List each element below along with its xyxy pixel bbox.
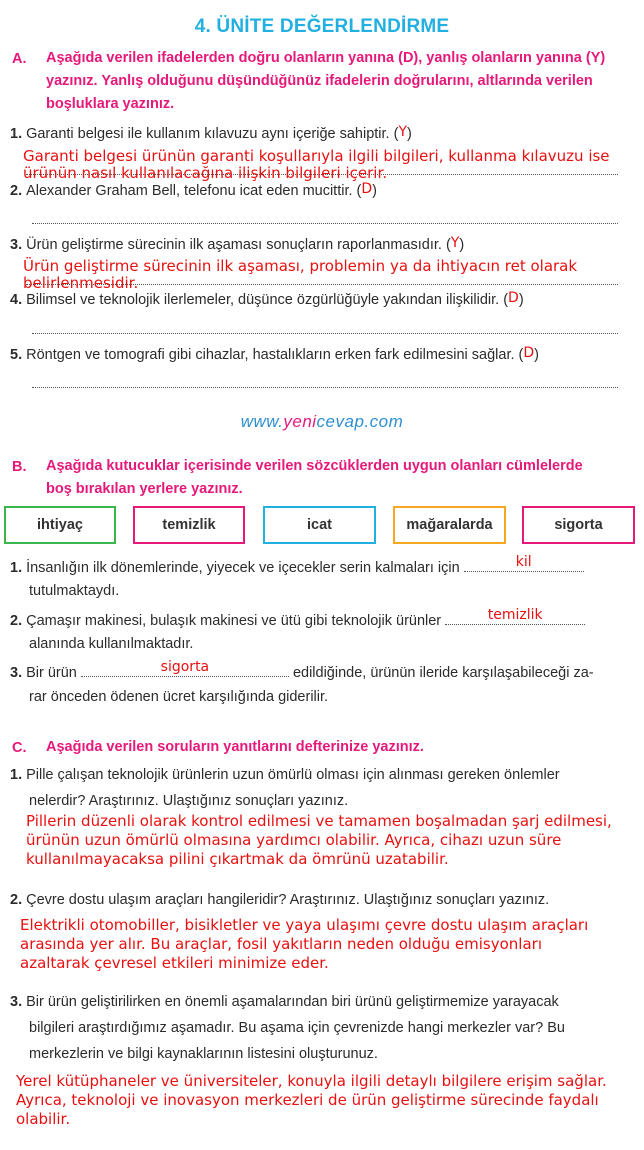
- correction-a3-line2: belirlenmesidir.: [23, 274, 139, 292]
- correction-a1-line1: Garanti belgesi ürünün garanti koşullarıyla ilgili bilgileri, kullanma kılavuzu ise: [23, 147, 610, 165]
- question-b3: 3. Bir ürün sigorta edildiğinde, ürünün ileride karşılaşabileceği za-: [10, 659, 594, 681]
- answer-mark: D: [361, 181, 373, 197]
- answer-line: [32, 387, 618, 388]
- word-box-magaralarda: mağaralarda: [393, 506, 506, 544]
- question-b3-cont: rar önceden ödenen ücret karşılığında giderilir.: [29, 689, 329, 705]
- question-a2: 2. Alexander Graham Bell, telefonu icat eden mucittir. (D): [10, 181, 377, 199]
- question-a3: 3. Ürün geliştirme sürecinin ilk aşaması sonuçların raporlanmasıdır. (Y): [10, 235, 465, 253]
- question-c2: 2. Çevre dostu ulaşım araçları hangileridir? Araştırınız. Ulaştığınız sonuçları yazınız.: [10, 892, 550, 908]
- question-b1: 1. İnsanlığın ilk dönemlerinde, yiyecek ve içecekler serin kalmaları için kil: [10, 559, 584, 576]
- section-c-heading: Aşağıda verilen soruların yanıtlarını defterinize yazınız.: [46, 739, 424, 755]
- question-a5: 5. Röntgen ve tomografi gibi cihazlar, hastalıkların erken fark edilmesini sağlar. (D): [10, 345, 539, 363]
- answer-line: [32, 333, 618, 334]
- word-box-icat: icat: [263, 506, 376, 544]
- correction-a3-line1: Ürün geliştirme sürecinin ilk aşaması, problemin ya da ihtiyacın ret olarak: [23, 257, 578, 275]
- answer-c3: Yerel kütüphaneler ve üniversiteler, konuyla ilgili detaylı bilgilere erişim sağlar. Ayrıca, teknoloji ve inovasyon merkezleri de ürün geliştirme sürecinde faydalı olabilir.: [16, 1072, 607, 1128]
- answer-line: [32, 223, 618, 224]
- fill-blank: temizlik: [445, 612, 585, 625]
- question-c1: 1. Pille çalışan teknolojik ürünlerin uzun ömürlü olması için alınması gereken önlemler nelerdir? Araştırınız. Ulaştığınız sonuçları yazınız.: [10, 767, 560, 809]
- question-c3: 3. Bir ürün geliştirilirken en önemli aşamalarından biri ürünü geliştirmemize yarayacak bilgileri araştırdığımız aşamadır. Bu aşama için çevrenizde hangi merkezler var? Bu merkezlerin ve bilgi kaynaklarının listesini oluşturunuz.: [10, 994, 565, 1062]
- question-a4: 4. Bilimsel ve teknolojik ilerlemeler, düşünce özgürlüğüyle yakından ilişkilidir. (D): [10, 290, 524, 308]
- page-title: 4. ÜNİTE DEĞERLENDİRME: [194, 16, 450, 37]
- question-a1: 1. Garanti belgesi ile kullanım kılavuzu aynı içeriğe sahiptir. (Y): [10, 124, 412, 142]
- answer-mark: D: [508, 290, 519, 306]
- word-box-ihtiyac: ihtiyaç: [4, 506, 116, 544]
- word-box-temizlik: temizlik: [133, 506, 245, 544]
- answer-c1: Pillerin düzenli olarak kontrol edilmesi ve tamamen boşalmadan şarj edilmesi, ürünün uzun ömürlü olmasına yardımcı olabilir. Ayrıca, cihazı uzun süre kullanılmayacaksa pilini çıkartmak da ömrünü uzatabilir.: [26, 812, 612, 868]
- answer-mark: Y: [450, 235, 460, 251]
- fill-blank: kil: [464, 559, 584, 572]
- answer-c2: Elektrikli otomobiller, bisikletler ve yaya ulaşımı çevre dostu ulaşım araçları arasında yer alır. Bu araçlar, fosil yakıtların neden olduğu emisyonları azaltarak çevresel etkileri minimize eder.: [20, 916, 589, 972]
- section-b-instructions: Aşağıda kutucuklar içerisinde verilen sözcüklerden uygun olanları cümlelerde boş bırakılan yerlere yazınız.: [46, 458, 583, 497]
- answer-mark: Y: [398, 124, 407, 140]
- answer-mark: D: [523, 345, 535, 361]
- section-b-letter: B.: [12, 459, 27, 475]
- correction-a1-line2: ürünün nasıl kullanılacağına ilişkin bilgileri içerir.: [23, 164, 387, 182]
- section-a-letter: A.: [12, 51, 27, 67]
- section-c-letter: C.: [12, 740, 27, 756]
- word-box-sigorta: sigorta: [522, 506, 635, 544]
- question-b1-cont: tutulmaktaydı.: [29, 583, 120, 599]
- section-a-instructions: Aşağıda verilen ifadelerden doğru olanların yanına (D), yanlış olanların yanına (Y) yazınız. Yanlış olduğunu düşündüğünüz ifadelerin doğrularını, altlarında verilen boşluklara yazınız.: [46, 50, 606, 112]
- watermark-link[interactable]: www.yenicevap.com: [240, 412, 404, 431]
- fill-blank: sigorta: [81, 664, 289, 677]
- question-b2-cont: alanında kullanılmaktadır.: [29, 636, 194, 652]
- question-b2: 2. Çamaşır makinesi, bulaşık makinesi ve ütü gibi teknolojik ürünler temizlik: [10, 612, 585, 629]
